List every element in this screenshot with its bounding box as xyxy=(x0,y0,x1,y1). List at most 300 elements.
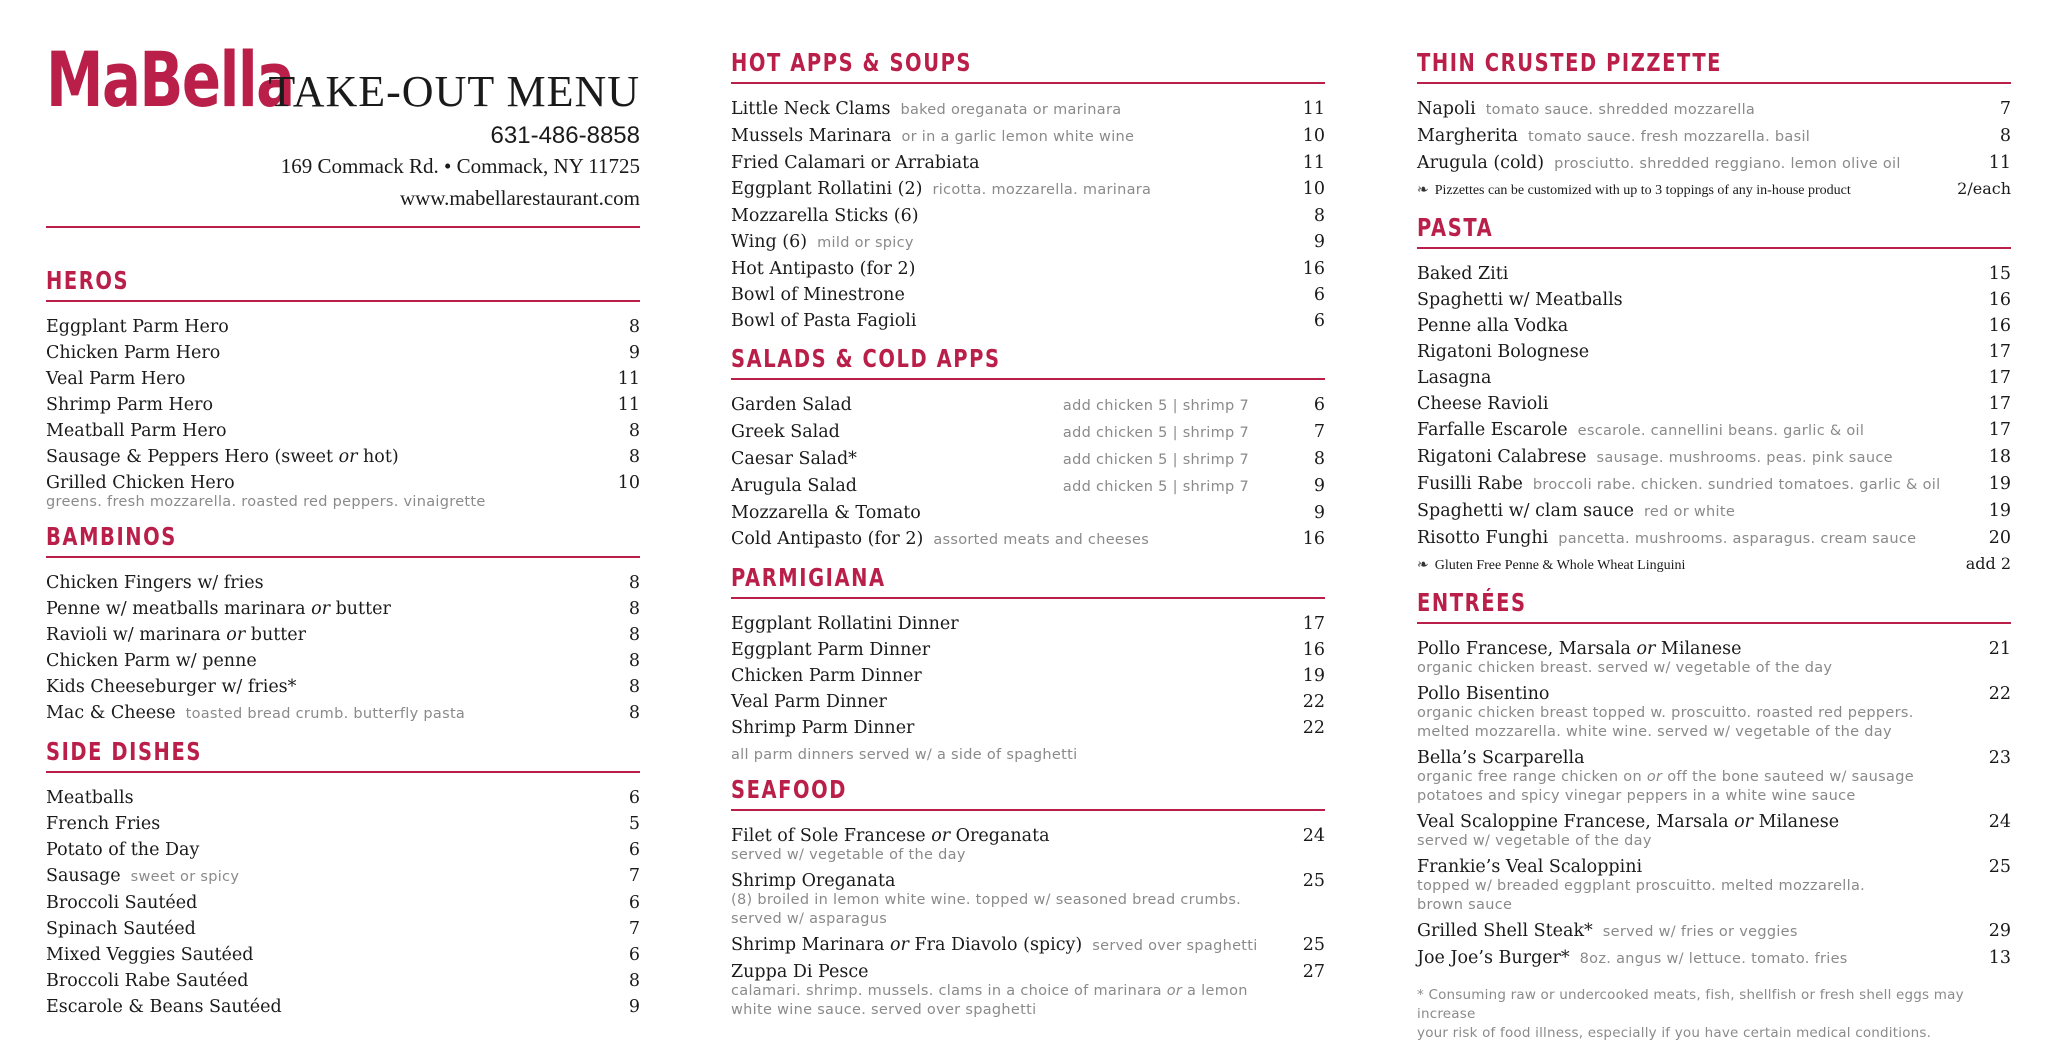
item-name: Fried Calamari or Arrabiata xyxy=(731,153,980,173)
section-note: all parm dinners served w/ a side of spaghetti xyxy=(731,747,1078,763)
item-price: 20 xyxy=(1988,528,2011,548)
item-name: Chicken Fingers w/ fries xyxy=(46,573,264,593)
item-name: Chicken Parm w/ penne xyxy=(46,651,257,671)
menu-item xyxy=(46,863,640,890)
item-price: 16 xyxy=(1302,640,1325,660)
item-name-part: hot) xyxy=(357,447,399,467)
subline-part: organic free range chicken on xyxy=(1417,769,1647,785)
menu-item xyxy=(46,340,640,366)
item-description: or in a garlic lemon white wine xyxy=(901,129,1135,145)
item-price: 11 xyxy=(617,395,640,415)
item-name: Meatballs xyxy=(46,788,134,808)
item-price: 8 xyxy=(628,625,640,645)
item-name-part: Sausage & Peppers Hero (sweet xyxy=(46,447,339,467)
item-name: Veal Parm Hero xyxy=(46,369,186,389)
item-price: 19 xyxy=(1988,501,2011,521)
disclaimer-line: * Consuming raw or undercooked meats, fish, shellfish or fresh shell eggs may increase xyxy=(1417,987,1964,1022)
section-tip xyxy=(1417,177,2011,203)
item-price: 8 xyxy=(628,677,640,697)
menu-item xyxy=(1417,498,2011,525)
menu-item xyxy=(46,994,640,1020)
menu-column-right xyxy=(1417,0,2011,1053)
item-description: 8oz. angus w/ lettuce. tomato. fries xyxy=(1579,951,1848,967)
menu-item xyxy=(46,942,640,968)
item-price: 29 xyxy=(1988,921,2011,941)
item-name: Farfalle Escarole xyxy=(1417,420,1568,440)
item-price: 15 xyxy=(1988,264,2011,284)
menu-item xyxy=(731,932,1325,959)
item-description: served over spaghetti xyxy=(1092,938,1258,954)
item-price: 6 xyxy=(628,893,640,913)
item-name: Napoli xyxy=(1417,99,1476,119)
item-price: 10 xyxy=(1302,179,1325,199)
item-price: 22 xyxy=(1988,684,2011,704)
item-name: Hot Antipasto (for 2) xyxy=(731,259,916,279)
menu-item xyxy=(1417,918,2011,945)
menu-item xyxy=(46,968,640,994)
leaf-icon: ❧ xyxy=(1417,557,1429,573)
item-name: Eggplant Rollatini (2) xyxy=(731,179,923,199)
item-name: Escarole & Beans Sautéed xyxy=(46,997,282,1017)
address: 169 Commack Rd. • Commack, NY 11725 xyxy=(280,154,640,178)
item-name: Bella’s Scarparella xyxy=(1417,748,1585,768)
menu-item xyxy=(46,648,640,674)
section-title: BAMBINOS xyxy=(46,522,177,551)
item-name: Risotto Funghi xyxy=(1417,528,1549,548)
item-price: 7 xyxy=(628,919,640,939)
item-name: Eggplant Parm Hero xyxy=(46,317,229,337)
item-subline: brown sauce xyxy=(1417,897,1513,913)
item-name: Pollo Bisentino xyxy=(1417,684,1550,704)
section-title: SEAFOOD xyxy=(731,775,848,804)
item-name: Bowl of Pasta Fagioli xyxy=(731,311,917,331)
menu-item xyxy=(731,500,1325,526)
website: www.mabellarestaurant.com xyxy=(399,186,640,210)
menu-item xyxy=(731,203,1325,229)
item-name: Baked Ziti xyxy=(1417,264,1509,284)
item-subline: (8) broiled in lemon white wine. topped w/ seasoned bread crumbs. xyxy=(731,892,1242,908)
menu-item xyxy=(731,663,1325,689)
menu-item xyxy=(1417,365,2011,391)
item-subline: served w/ asparagus xyxy=(731,911,888,927)
disclaimer-line: your risk of food illness, especially if you have certain medical conditions. xyxy=(1417,1025,1932,1041)
menu-item xyxy=(46,392,640,418)
item-price: 6 xyxy=(628,840,640,860)
section-title: HOT APPS & SOUPS xyxy=(731,48,973,77)
menu-item xyxy=(1417,313,2011,339)
item-name: Grilled Chicken Hero xyxy=(46,473,235,493)
item-name: Rigatoni Bolognese xyxy=(1417,342,1590,362)
item-subline: served w/ vegetable of the day xyxy=(1417,833,1652,849)
section-title: PARMIGIANA xyxy=(731,563,886,592)
section-title: ENTRÉES xyxy=(1417,588,1527,617)
item-price: 10 xyxy=(617,473,640,493)
section-salads xyxy=(731,344,1325,553)
item-price: 9 xyxy=(628,997,640,1017)
item-name-part: butter xyxy=(245,625,307,645)
item-name: Broccoli Sautéed xyxy=(46,893,198,913)
item-price: 8 xyxy=(628,651,640,671)
item-description: baked oreganata or marinara xyxy=(900,102,1122,118)
item-price: 11 xyxy=(1302,153,1325,173)
item-price: 17 xyxy=(1988,368,2011,388)
menu-item xyxy=(46,366,640,392)
item-name-part: Shrimp Marinara xyxy=(731,935,890,955)
item-description: tomato sauce. fresh mozzarella. basil xyxy=(1527,129,1811,145)
menu-item xyxy=(46,596,640,622)
item-price: 8 xyxy=(628,599,640,619)
item-price: 16 xyxy=(1302,529,1325,549)
item-price: 18 xyxy=(1988,447,2011,467)
tip-price: add 2 xyxy=(1965,554,2011,573)
item-description: escarole. cannellini beans. garlic & oil xyxy=(1577,423,1865,439)
menu-item xyxy=(731,419,1325,446)
item-price: 9 xyxy=(1313,503,1325,523)
section-entrees xyxy=(1417,588,2011,1043)
item-name: Chicken Parm Dinner xyxy=(731,666,922,686)
item-price: 17 xyxy=(1988,394,2011,414)
tip-text: Pizzettes can be customized with up to 3 toppings of any in-house product xyxy=(1434,183,1851,198)
item-price: 8 xyxy=(1999,126,2011,146)
section-side-dishes xyxy=(46,737,640,1020)
menu-item xyxy=(731,446,1325,473)
item-name: Grilled Shell Steak* xyxy=(1417,921,1593,941)
subline-or: or xyxy=(1646,769,1663,785)
item-description: assorted meats and cheeses xyxy=(933,532,1150,548)
section-pasta xyxy=(1417,213,2011,578)
section-title: THIN CRUSTED PIZZETTE xyxy=(1417,48,1723,77)
item-price: 9 xyxy=(1313,232,1325,252)
item-price: 7 xyxy=(1313,422,1325,442)
item-price: 27 xyxy=(1302,962,1325,982)
item-price: 8 xyxy=(628,447,640,467)
item-description: prosciutto. shredded reggiano. lemon olive oil xyxy=(1554,156,1901,172)
section-tip xyxy=(1417,552,2011,578)
menu-item xyxy=(46,444,640,470)
section-hot-apps xyxy=(731,48,1325,334)
item-name: Mixed Veggies Sautéed xyxy=(46,945,254,965)
menu-column-middle xyxy=(731,0,1325,1030)
section-seafood xyxy=(731,775,1325,1020)
item-name: Cold Antipasto (for 2) xyxy=(731,529,924,549)
menu-column-left xyxy=(46,0,640,1030)
menu-item xyxy=(1417,123,2011,150)
item-price: 25 xyxy=(1302,935,1325,955)
item-name xyxy=(731,932,1082,958)
item-name: Shrimp Parm Dinner xyxy=(731,718,915,738)
item-name-or: or xyxy=(889,935,909,955)
item-name: Rigatoni Calabrese xyxy=(1417,447,1587,467)
item-subline: white wine sauce. served over spaghetti xyxy=(731,1002,1037,1018)
item-name: Mac & Cheese xyxy=(46,703,176,723)
item-name-or: or xyxy=(226,625,246,645)
item-name-part: butter xyxy=(330,599,391,619)
item-name-part: Ravioli w/ marinara xyxy=(46,625,227,645)
item-name: Shrimp Oreganata xyxy=(731,871,896,891)
item-description: toasted bread crumb. butterfly pasta xyxy=(185,706,466,722)
divider xyxy=(46,226,640,228)
menu-item xyxy=(731,611,1325,637)
item-name-part: Milanese xyxy=(1655,639,1742,659)
menu-item xyxy=(731,282,1325,308)
item-name: Fusilli Rabe xyxy=(1417,474,1523,494)
item-price: 7 xyxy=(628,866,640,886)
item-subline xyxy=(1417,768,2011,787)
item-price: 8 xyxy=(628,971,640,991)
section-title: SIDE DISHES xyxy=(46,737,202,766)
item-name: French Fries xyxy=(46,814,161,834)
section-title: HEROS xyxy=(46,266,130,295)
menu-item xyxy=(1417,391,2011,417)
menu-item xyxy=(731,229,1325,256)
section-pizzette xyxy=(1417,48,2011,203)
menu-item xyxy=(1417,150,2011,177)
item-subline: organic chicken breast. served w/ vegetable of the day xyxy=(1417,660,1833,676)
item-name xyxy=(46,444,399,470)
item-price: 23 xyxy=(1988,748,2011,768)
tip-price: 2/each xyxy=(1957,179,2011,198)
item-price: 16 xyxy=(1988,290,2011,310)
item-name: Veal Parm Dinner xyxy=(731,692,887,712)
section-title: PASTA xyxy=(1417,213,1494,242)
item-description: broccoli rabe. chicken. sundried tomatoes. garlic & oil xyxy=(1532,477,1941,493)
item-name: Cheese Ravioli xyxy=(1417,394,1549,414)
item-name: Little Neck Clams xyxy=(731,99,891,119)
mabella-logo: MaBella xyxy=(46,35,294,124)
item-price: 7 xyxy=(1999,99,2011,119)
menu-item xyxy=(731,392,1325,419)
item-name-part: Milanese xyxy=(1753,812,1840,832)
section-divider xyxy=(46,771,640,773)
item-price: 6 xyxy=(1313,285,1325,305)
item-price: 19 xyxy=(1988,474,2011,494)
item-name-part: Veal Scaloppine Francese, Marsala xyxy=(1417,812,1735,832)
subline-part: a lemon xyxy=(1182,983,1248,999)
item-name: Potato of the Day xyxy=(46,840,200,860)
menu-item xyxy=(731,176,1325,203)
item-name: Caesar Salad* xyxy=(731,449,857,469)
item-price: 16 xyxy=(1988,316,2011,336)
item-description: pancetta. mushrooms. asparagus. cream sauce xyxy=(1558,531,1917,547)
item-name xyxy=(46,622,306,648)
item-description: mild or spicy xyxy=(817,235,914,251)
item-name: Zuppa Di Pesce xyxy=(731,962,869,982)
item-subline: potatoes and spicy vinegar peppers in a white wine sauce xyxy=(1417,788,1856,804)
item-name: Spinach Sautéed xyxy=(46,919,196,939)
menu-item xyxy=(1417,525,2011,552)
menu-item xyxy=(46,916,640,942)
menu-item xyxy=(731,637,1325,663)
item-price: 24 xyxy=(1302,826,1325,846)
item-price: 21 xyxy=(1988,639,2011,659)
menu-item xyxy=(731,473,1325,500)
item-description: sausage. mushrooms. peas. pink sauce xyxy=(1596,450,1893,466)
section-divider xyxy=(1417,622,2011,624)
menu-item xyxy=(1417,471,2011,498)
item-price: 8 xyxy=(1313,449,1325,469)
item-price: 6 xyxy=(1313,311,1325,331)
item-addon: add chicken 5 | shrimp 7 xyxy=(1062,425,1249,441)
menu-item xyxy=(731,256,1325,282)
item-name: Kids Cheeseburger w/ fries* xyxy=(46,677,297,697)
item-subline: greens. fresh mozzarella. roasted red peppers. vinaigrette xyxy=(46,494,486,510)
item-name: Bowl of Minestrone xyxy=(731,285,905,305)
item-price: 16 xyxy=(1302,259,1325,279)
item-name: Spaghetti w/ clam sauce xyxy=(1417,501,1634,521)
item-name-part: Penne w/ meatballs marinara xyxy=(46,599,312,619)
section-divider xyxy=(1417,247,2011,249)
section-divider xyxy=(731,597,1325,599)
menu-item xyxy=(1417,444,2011,471)
item-description: red or white xyxy=(1643,504,1736,520)
item-name: Margherita xyxy=(1417,126,1518,146)
item-name: Wing (6) xyxy=(731,232,808,252)
item-price: 6 xyxy=(628,788,640,808)
item-price: 8 xyxy=(628,573,640,593)
menu-item xyxy=(731,308,1325,334)
menu-item xyxy=(731,526,1325,553)
item-name-part: Pollo Francese, Marsala xyxy=(1417,639,1637,659)
item-subline: topped w/ breaded eggplant proscuitto. melted mozzarella. xyxy=(1417,878,1866,894)
item-addon: add chicken 5 | shrimp 7 xyxy=(1062,452,1249,468)
menu-item xyxy=(1417,945,2011,972)
item-name: Mozzarella & Tomato xyxy=(731,503,921,523)
item-name: Mussels Marinara xyxy=(731,126,892,146)
item-name: Mozzarella Sticks (6) xyxy=(731,206,919,226)
item-name: Meatball Parm Hero xyxy=(46,421,227,441)
item-name: Arugula Salad xyxy=(731,476,857,496)
item-name: Garden Salad xyxy=(731,395,852,415)
item-price: 22 xyxy=(1302,692,1325,712)
item-name: Eggplant Rollatini Dinner xyxy=(731,614,959,634)
menu-item xyxy=(46,674,640,700)
menu-item xyxy=(46,890,640,916)
disclaimer xyxy=(1417,986,2011,1043)
menu-item xyxy=(731,715,1325,741)
item-price: 9 xyxy=(1313,476,1325,496)
section-divider xyxy=(46,556,640,558)
item-price: 19 xyxy=(1302,666,1325,686)
brand-header xyxy=(46,0,640,210)
item-name-or: or xyxy=(1734,812,1753,832)
item-name-or: or xyxy=(311,599,330,619)
item-name: Spaghetti w/ Meatballs xyxy=(1417,290,1623,310)
section-divider xyxy=(1417,82,2011,84)
menu-item xyxy=(46,622,640,648)
item-price: 17 xyxy=(1302,614,1325,634)
item-name-part: Filet of Sole Francese xyxy=(731,826,932,846)
item-name-part: Oreganata xyxy=(950,826,1050,846)
item-name: Chicken Parm Hero xyxy=(46,343,221,363)
menu-item xyxy=(1417,96,2011,123)
item-price: 11 xyxy=(1988,153,2011,173)
phone-number: 631-486-8858 xyxy=(490,122,640,149)
item-name: Shrimp Parm Hero xyxy=(46,395,214,415)
item-description: tomato sauce. shredded mozzarella xyxy=(1485,102,1756,118)
menu-item xyxy=(46,314,640,340)
menu-item xyxy=(46,570,640,596)
item-price: 22 xyxy=(1302,718,1325,738)
item-price: 6 xyxy=(628,945,640,965)
item-name: Frankie’s Veal Scaloppini xyxy=(1417,857,1643,877)
item-name: Sausage xyxy=(46,866,121,886)
item-name: Penne alla Vodka xyxy=(1417,316,1569,336)
item-price: 25 xyxy=(1302,871,1325,891)
item-subline: served w/ vegetable of the day xyxy=(731,847,966,863)
item-name-part: Fra Diavolo (spicy) xyxy=(908,935,1083,955)
section-divider xyxy=(731,378,1325,380)
item-price: 8 xyxy=(628,703,640,723)
item-price: 11 xyxy=(1302,99,1325,119)
menu-item xyxy=(46,418,640,444)
menu-item xyxy=(731,96,1325,123)
menu-item xyxy=(46,837,640,863)
section-parmigiana xyxy=(731,563,1325,765)
menu-item xyxy=(731,123,1325,150)
item-price: 8 xyxy=(1313,206,1325,226)
item-addon: add chicken 5 | shrimp 7 xyxy=(1062,398,1249,414)
section-title: SALADS & COLD APPS xyxy=(731,344,1001,373)
item-subline: organic chicken breast topped w. proscuitto. roasted red peppers. xyxy=(1417,705,1914,721)
subline-part: calamari. shrimp. mussels. clams in a choice of marinara xyxy=(731,983,1167,999)
item-subline xyxy=(731,982,1325,1001)
item-price: 8 xyxy=(628,421,640,441)
section-divider xyxy=(46,300,640,302)
item-price: 17 xyxy=(1988,420,2011,440)
menu-item xyxy=(731,689,1325,715)
item-name-or: or xyxy=(931,826,951,846)
subline-part: off the bone sauteed w/ sausage xyxy=(1662,769,1914,785)
item-name: Greek Salad xyxy=(731,422,840,442)
item-price: 13 xyxy=(1988,948,2011,968)
menu-item xyxy=(1417,417,2011,444)
item-name: Eggplant Parm Dinner xyxy=(731,640,931,660)
section-divider xyxy=(731,809,1325,811)
item-price: 10 xyxy=(1302,126,1325,146)
menu-item xyxy=(1417,287,2011,313)
item-name: Arugula (cold) xyxy=(1417,153,1545,173)
item-description: ricotta. mozzarella. marinara xyxy=(932,182,1152,198)
item-name-or: or xyxy=(1636,639,1656,659)
menu-item xyxy=(731,150,1325,176)
item-price: 8 xyxy=(628,317,640,337)
section-heros xyxy=(46,266,640,512)
item-name: Joe Joe’s Burger* xyxy=(1417,948,1570,968)
item-addon: add chicken 5 | shrimp 7 xyxy=(1062,479,1249,495)
item-price: 17 xyxy=(1988,342,2011,362)
item-description: served w/ fries or veggies xyxy=(1602,924,1798,940)
item-price: 9 xyxy=(628,343,640,363)
item-price: 24 xyxy=(1988,812,2011,832)
item-price: 11 xyxy=(617,369,640,389)
menu-tagline: TAKE-OUT MENU xyxy=(268,67,640,116)
leaf-icon: ❧ xyxy=(1417,182,1429,198)
menu-item xyxy=(1417,261,2011,287)
item-description: sweet or spicy xyxy=(130,869,240,885)
section-divider xyxy=(731,82,1325,84)
section-bambinos xyxy=(46,522,640,727)
item-name xyxy=(46,596,391,622)
menu-item xyxy=(1417,339,2011,365)
item-price: 5 xyxy=(628,814,640,834)
item-subline: melted mozzarella. white wine. served w/ vegetable of the day xyxy=(1417,724,1892,740)
menu-item xyxy=(46,700,640,727)
item-price: 25 xyxy=(1988,857,2011,877)
menu-item xyxy=(46,785,640,811)
item-name: Broccoli Rabe Sautéed xyxy=(46,971,249,991)
item-name: Lasagna xyxy=(1417,368,1492,388)
menu-item xyxy=(46,811,640,837)
